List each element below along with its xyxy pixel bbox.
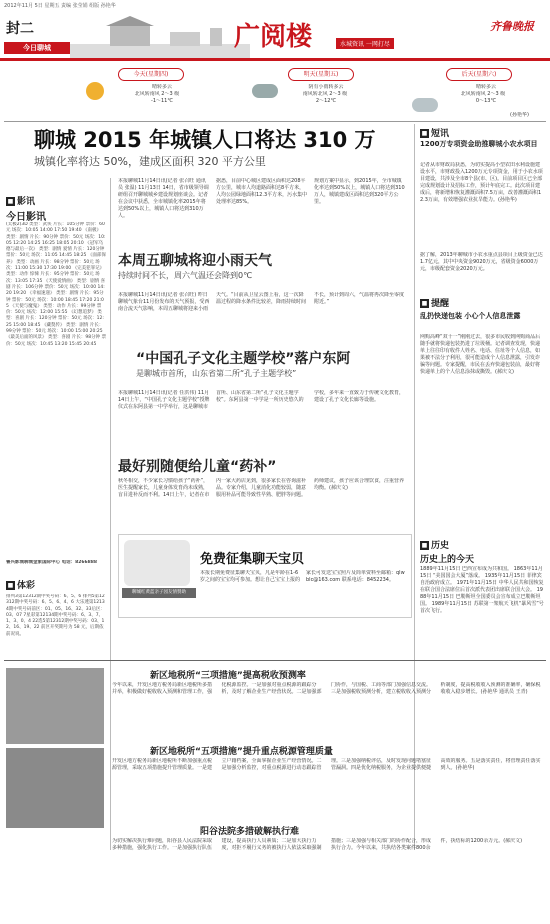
weather-wind: 北风转南风 2～3 级 [134, 91, 180, 97]
lottery-icon: ■ [7, 582, 14, 589]
weather-desc: 阴有小雨转多云 [308, 84, 344, 90]
divider [4, 121, 546, 122]
lead-subhead: 城镇化率将达 50%，建成区面积 320 平方公里 [34, 155, 266, 168]
weather-source: (孙艳华) [510, 112, 529, 118]
bottom-headline: 新区地税所“三项措施”提高税收预测率 [150, 671, 306, 681]
brief-body-2: 据了解，2013年聊城市小农水重点县项目上级资金已达1.7亿元，其中中央资金9020万元，省级资金6000万元，市级配套资金2020万元。 [420, 252, 543, 272]
bottom-photo-1 [6, 668, 104, 744]
remind-section-tag: ■ 提醒 [421, 299, 450, 309]
lead-body-col2: 据悉，目前中心城区建成区面积达208平方公里，城市人均道路面积达8平方米，人均公园绿地面积12.3平方米，污水集中处理率达85%。 [216, 178, 308, 205]
brief-body: 记者从市财政局获悉，为切实提高小型农田水利设施建设水平，市财政投入1200万元专项资金，用于小农水项目建设，共涉及全市8个县(市、区)。目前项目区已全部完成规划设计及招标工作，预计年底完工。此次项目建成后，将新增和恢复灌溉面积7.5万亩，改善灌溉面积12.3万亩，有效增强农业抗旱能力。(孙艳华) [420, 162, 543, 203]
movies-title: 今日影讯 [6, 212, 46, 223]
bottom-headline: 阳谷法院多措破解执行难 [200, 827, 300, 837]
weather-day-label: 后天(星期六) [446, 68, 512, 81]
lead-body-col1: 本报聊城11月14日讯(记者 张召旺 通讯员 张温) 11月13日 14日，省市级领导调研组召开聊城城乡建设规划座谈会。记者在会议中获悉，全市城镇化率2015年将达到50%以上，城镇人口将达到310万人。 [118, 178, 209, 219]
history-section-tag: ■ 历史 [421, 541, 450, 551]
column-divider [110, 178, 111, 850]
weather-temp: 2～12℃ [315, 98, 337, 104]
article-body: 秋冬相交，不少家长习惯给孩子“药补”，医生提醒家长，儿童身体发育尚未成熟，盲目进补反而不利。14日上午，记者在市内一家大药店见到，很多家长在咨询滋补品。专家介绍，儿童消化功能较弱，随意服用补品可能导致性早熟、肥胖等问题。药师建议，孩子应该合理饮食，注重营养均衡。(郝庆文) [118, 478, 405, 498]
weather-day-label: 今天(星期四) [118, 68, 184, 81]
column-divider [414, 124, 415, 850]
brief-section-tag: ■ 短讯 [421, 129, 450, 139]
divider [4, 660, 546, 661]
history-body: 1889年11月15日 巴西宣布成为共和国。 1863年11月15日 “美国国会大厦”落成。 1935年11月15日 菲律宾自治政府成立。 1971年11月15日 中华人民共和国恢复在联合国合法席位后首次派代表团出席联合国大会。 1988年11月15日 巴勒斯坦全国委员会宣布成立巴勒斯坦国。 1989年11月15日 苏联第一架航天飞机“暴风雪”号首次飞行。 [420, 566, 544, 614]
article-body: 本报聊城11月14日讯(记者 张召旺) 昨日聊城气象台11月份发布的天气预报，受西南合流天气影响，本周五聊城将迎来小雨天气。“目前从卫星云图上看，这一次降温过程的降水条件比较差，降雨持续时间不长，预计到周六，气温将再次降至零度附近。” [118, 292, 405, 312]
remind-body: 网购高峰“双十一”刚刚过去，很多市民收到网购商品后随手就将快递包装扔进了垃圾桶。记者调查发现，快递单上往往印有收件人姓名、电话、住址等个人信息，如果被不法分子利用，很可能造成个人信息泄露，引发诈骗等问题。专家提醒，市民在丢弃快递包装前，最好将快递单上的个人信息涂抹或撕毁。(郝庆文) [420, 334, 541, 375]
article-subhead: 持续时间不长，周六气温还会降到0℃ [118, 271, 253, 280]
rain-cloud-icon [252, 84, 278, 98]
section-tagline: 水城资讯 一网打尽 [336, 38, 394, 49]
ad-badge: 聊城红黄蓝亲子园友情赞助 [122, 588, 196, 598]
movies-list: (太极2)3D 类型：武侠 片长：105分钟 票价：60元 场次：10:05 14:00 17:50 19:40 《南极》 类型：剧情 片长：90分钟 票价：50元 场次：10:05 12:20 14:25 16:25 18:05 20:10 《冠军乌德与最后一次》 类型：剧情 爱情 片长：120分钟 票价：50元 场次：11:05 14:45 18:25 《面部保养》 类型：动画 片长：98分钟 票价：50元 场次：11:00 15:30 17:30 19:00 《完美犯罪记》 类型：动作 惊悚 片长：95分钟 票价：50元 场次：13:05 17:35 《天使爱情曲》 类型：剧情 喜剧 片长：106分钟 票价：50元 场次：10:00 14:20 19:20 《幸福速递》 类型：剧情 片长：95分钟 票价：50元 场次：10:00 18:45 17:20 21:05 《天使与魔鬼》 类型：动作 片长：99分钟 票价：50元 场次：12:00 15:55 《幻想追梦》 类型：喜剧 片长：120分钟 票价：50元 场次：12:25 15:00 18:45 《藏獒传》 类型：剧情 片长：99分钟 票价：50元 场次：10:00 15:00 20:25 《最美后面的风景》 类型：喜剧 片长：98分钟 票价：50元 场次：10:45 13:20 15:45 20:45 [6, 222, 106, 347]
film-icon: ■ [7, 198, 14, 205]
article-headline: 最好别随便给儿童“药补” [118, 459, 277, 475]
section-number: 封二 [6, 21, 34, 37]
sun-icon [86, 82, 104, 100]
article-headline: 本周五聊城将迎小雨天气 [118, 253, 272, 269]
bottom-headline: 新区地税所“五项措施”提升重点税源管理质量 [150, 747, 333, 757]
weather-wind: 北风转南风 2～3 级 [460, 91, 506, 97]
lottery-text: 排列3第12312期中奖号码：6、5、6 排列5第12312期中奖号码：6、5、6、4、6 大乐透第12134期中奖号码前区：01、05、16、32、33后区：03、07 7星彩第12134期中奖号码：6、3、7、1、3、0、4 22选5第12312期中奖号码：03、12、16、19、22 前区开奖期号为 58 元，后期依前况说。 [6, 594, 105, 637]
section-title: 广阅楼 [234, 22, 313, 52]
bottom-body: 为切实解决执行难问题，阳谷县人民法院采取多种措施，强化执行工作。一是加强执行队伍建设，提高执行人员素质；二是加大执行力度，对拒不履行义务的被执行人依法采取强制措施；三是加强与相关部门的协作配合，形成执行合力。今年以来，共执结各类案件800余件，执结标的1200余万元。(郝庆文) [112, 838, 523, 851]
brief-icon: ■ [421, 130, 428, 137]
bottom-photo-2 [6, 748, 104, 828]
ad-body: 本报长期免费征集聊天宝贝，凡是年龄在1-6岁之间的宝宝均可参加。想让自己宝宝上报的家长可发送宝宝照片及简单资料至邮箱：qlwblc@163.com 联系电话：8452234。 [200, 570, 405, 583]
lead-headline: 聊城 2015 年城镇人口将达 310 万 [34, 128, 376, 152]
newspaper-logo: 齐鲁晚报 [490, 20, 534, 33]
article-headline: “中国孔子文化主题学校”落户东阿 [136, 351, 351, 367]
remind-icon: ■ [421, 300, 428, 307]
weather-temp: 0～13℃ [475, 98, 497, 104]
lead-body-col3: 规划方案中显示，到2015年，全市城镇化率达到50%以上，城镇人口将达到310万人，城镇建成区面积达到320平方公里。 [314, 178, 405, 205]
movies-footer: 鲁兴影城聊城金象国际中心 电话：8266888 [6, 560, 97, 565]
remind-title: 乱扔快递包装 小心个人信息泄露 [420, 312, 521, 320]
section-tab: 今日聊城 [4, 42, 70, 54]
bottom-body: 今年以来，开发区地方税务局新区地税所多措并举，积极做好税收收入预测和管理工作，强化税源监控。一是加强对重点税源的跟踪分析，及时了解企业生产经营状况。二是加强部门协作，与国税、工商等部门加强信息交流。三是加强税收预测分析，建立税收收入预测分析制度，提高税收收入预测的准确率，确保税收收入稳步增长。(孙艳华 通讯员 王青) [112, 682, 541, 695]
article-subhead: 是聊城市首所，山东省第二所“孔子主题学校” [136, 369, 297, 378]
mascot-rabbit-graphic [124, 540, 190, 586]
weather-desc: 晴转多云 [475, 84, 496, 90]
weather-desc: 晴转多云 [151, 84, 172, 90]
brief-title: 1200万专项资金助推聊城小农水项目 [420, 140, 538, 148]
weather-temp: -1～11℃ [151, 98, 173, 104]
city-skyline-graphic [70, 14, 250, 58]
movies-section-tag: ■ 影讯 [7, 197, 36, 207]
weather-wind: 南风转北风 2～3 级 [302, 91, 348, 97]
history-title: 历史上的今天 [420, 555, 475, 565]
history-icon: ■ [421, 542, 428, 549]
ad-title: 免费征集聊天宝贝 [200, 552, 305, 567]
lottery-section-tag: ■ 体彩 [7, 581, 36, 591]
cloud-sun-icon [412, 98, 438, 112]
bottom-body: 开发区地方税务局新区地税所不断加强重点税源管理，采取五项措施提升管理质量。一是建立户籍档案，全面掌握企业生产经营情况。二是加强分析监控，对重点税源进行动态跟踪管理。三是加强纳税评估，及时发现问题堵塞征管漏洞。四是优化纳税服务，为企业提供便捷高效的服务。五是落实责任，将管理责任落实到人。(孙艳华) [112, 758, 541, 771]
weather-day-label: 明天(星期五) [288, 68, 354, 81]
top-date-line: 2012年11月 5日 星期五 责编 张莹娟 组版 孙艳华 [4, 3, 116, 9]
article-body: 本报聊城11月14日讯(记者 任洪伟) 11月14日上午，“中国孔子文化主题学校”授牌仪式在东阿县第一中学举行，这是聊城市首所、山东省第二所“孔子文化主题学校”。东阿县第一中学是一所历史悠久的学校，多年来一直致力于传统文化教育，建设了孔子文化长廊等设施。 [118, 390, 405, 410]
header-rule [0, 58, 550, 61]
